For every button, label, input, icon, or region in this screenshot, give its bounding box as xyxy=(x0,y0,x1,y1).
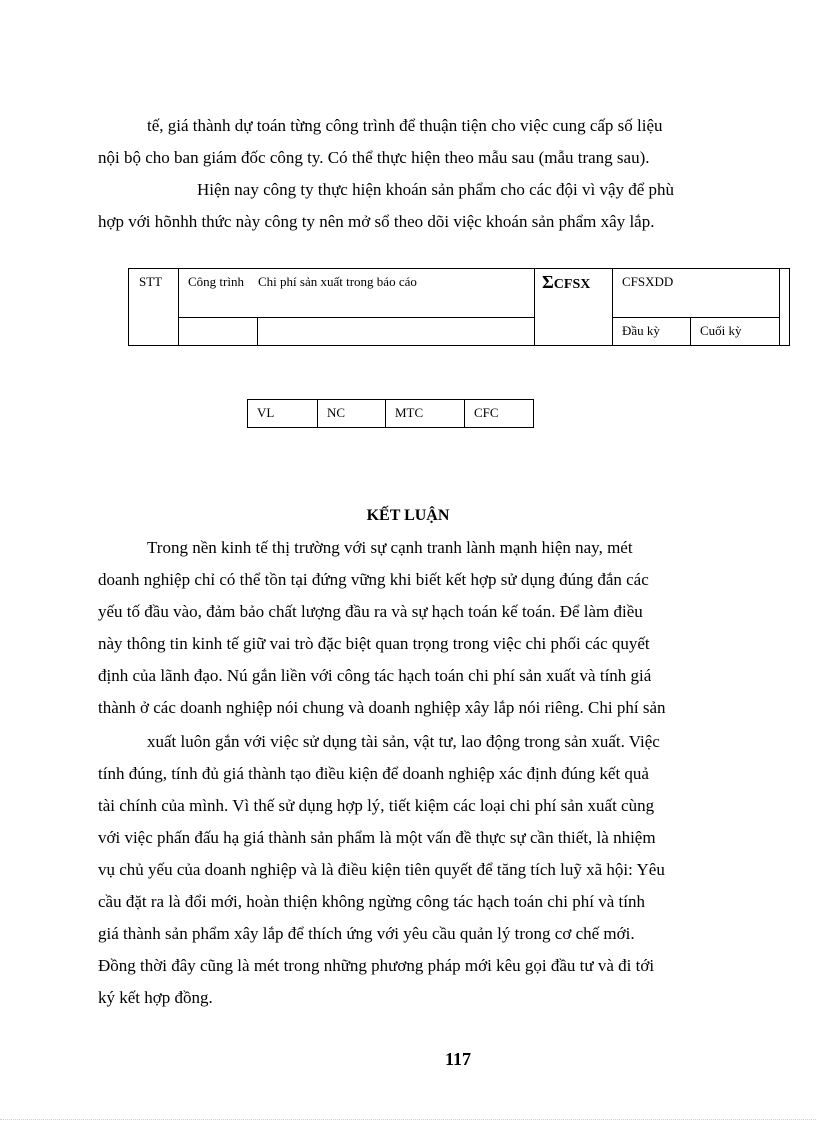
conclusion-line: định của lãnh đạo. Nú gắn liền với công tác hạch toán chi phí sản xuất và tính giá xyxy=(98,666,652,685)
conclusion-line: cầu đặt ra là đổi mới, hoàn thiện không ngừng công tác hạch toán chi phí và tính xyxy=(98,892,645,911)
header-chi-phi-san-xuat: Chi phí sản xuất trong báo cáo xyxy=(258,274,417,289)
intro-line: Hiện nay công ty thực hiện khoán sản phẩm cho các đội vì vậy để phù xyxy=(197,180,675,199)
conclusion-line: với việc phấn đấu hạ giá thành sản phẩm là một vấn đề thực sự cần thiết, là nhiệm xyxy=(98,828,656,847)
conclusion-line: doanh nghiệp chỉ có thể tồn tại đứng vững khi biết kết hợp sử dụng đúng đắn các xyxy=(98,570,649,589)
cost-mtc: MTC xyxy=(395,405,424,420)
sigma-subscript: CFSX xyxy=(553,277,591,292)
conclusion-line: Đồng thời đây cũng là mét trong những phương pháp mới kêu gọi đầu tư và đi tới xyxy=(98,956,655,975)
header-cfsxdd: CFSXDD xyxy=(622,274,674,289)
header-sigma-cfsx xyxy=(535,270,612,292)
conclusion-line: Trong nền kinh tế thị trường với sự cạnh tranh lành mạnh hiện nay, mét xyxy=(147,538,633,557)
intro-line: nội bộ cho ban giám đốc công ty. Có thể thực hiện theo mẫu sau (mẫu trang sau). xyxy=(98,148,650,167)
conclusion-line: xuất luôn gắn với việc sử dụng tài sản, vật tư, lao động trong sản xuất. Việc xyxy=(147,732,660,751)
conclusion-line: giá thành sản phẩm xây lắp để thích ứng với yêu cầu quản lý trong cơ chế mới. xyxy=(98,924,635,943)
intro-line: hợp với hõnhh thức này công ty nên mở sổ theo dõi việc khoán sản phẩm xây lắp. xyxy=(98,212,655,231)
conclusion-line: ký kết hợp đồng. xyxy=(98,988,213,1007)
header-stt: STT xyxy=(139,274,163,289)
page-bottom-border xyxy=(0,1119,816,1120)
header-cuoi-ky: Cuối kỳ xyxy=(700,323,742,338)
intro-line: tế, giá thành dự toán từng công trình để thuận tiện cho việc cung cấp số liệu xyxy=(147,116,663,135)
conclusion-line: tính đúng, tính đủ giá thành tạo điều kiện để doanh nghiệp xác định đúng kết quả xyxy=(98,764,649,783)
sigma-symbol: Σ xyxy=(542,272,554,292)
conclusion-line: vụ chủ yếu của doanh nghiệp và là điều kiện tiên quyết để tăng tích luỹ xã hội: Yêu xyxy=(98,860,665,879)
page-number: 117 xyxy=(444,1049,471,1069)
conclusion-line: thành ở các doanh nghiệp nói chung và doanh nghiệp xây lắp nói riêng. Chi phí sản xyxy=(98,698,666,717)
cost-nc: NC xyxy=(327,405,346,420)
conclusion-line: này thông tin kinh tế giữ vai trò đặc biệt quan trọng trong việc chi phối các quyết xyxy=(98,634,650,653)
header-dau-ky: Đầu kỳ xyxy=(622,323,660,338)
cost-vl: VL xyxy=(257,405,275,420)
conclusion-line: tài chính của mình. Vì thế sử dụng hợp lý, tiết kiệm các loại chi phí sản xuất cùng xyxy=(98,796,655,815)
header-cong-trinh: Công trình xyxy=(188,274,244,289)
conclusion-line: yếu tố đầu vào, đảm bảo chất lượng đầu ra và sự hạch toán kế toán. Để làm điều xyxy=(98,602,643,621)
conclusion-title: KẾT LUẬN xyxy=(366,507,450,524)
cost-cfc: CFC xyxy=(474,405,499,420)
